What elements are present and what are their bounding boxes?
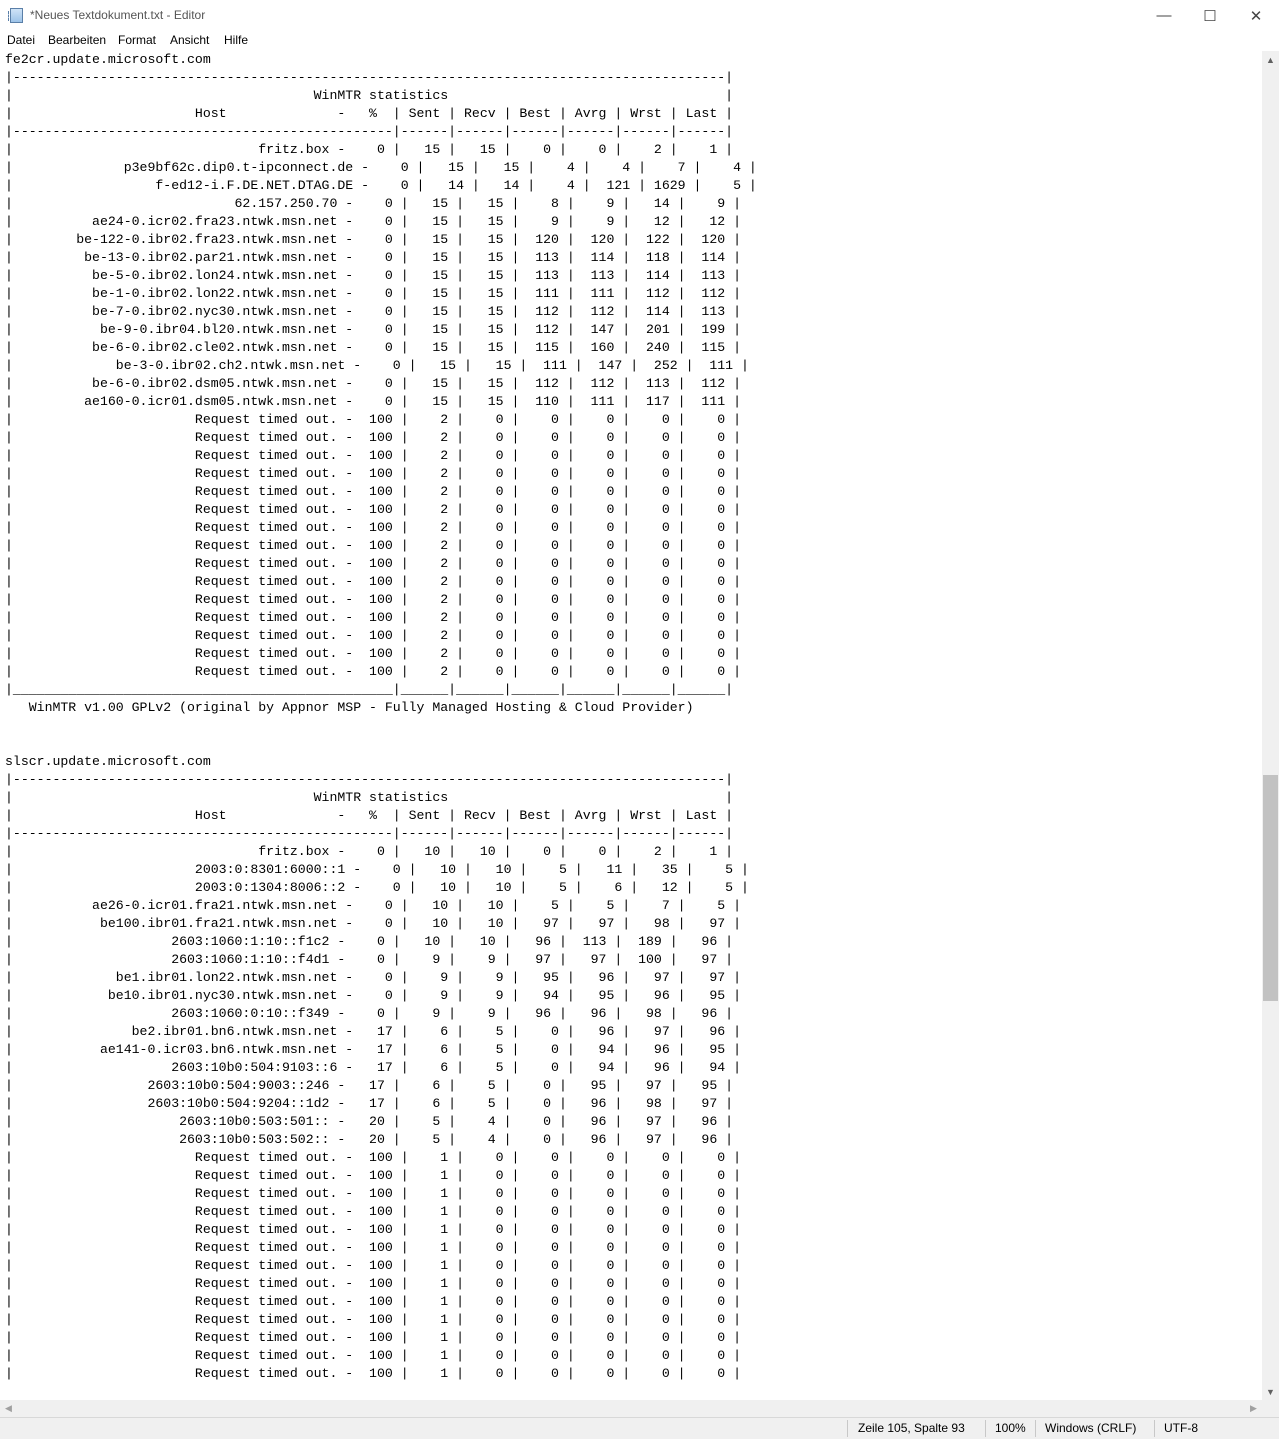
status-bar [0,1417,1279,1439]
menu-view[interactable]: Ansicht [170,33,210,47]
scroll-left-icon[interactable]: ◀ [5,1403,12,1413]
cursor-position: Zeile 105, Spalte 93 [858,1421,965,1435]
vertical-scroll-thumb[interactable] [1263,775,1278,1001]
scroll-down-icon[interactable]: ▼ [1266,1386,1275,1397]
status-divider [985,1420,986,1437]
close-button[interactable]: ✕ [1249,7,1263,25]
notepad-icon [10,8,23,23]
vertical-scrollbar[interactable] [1262,51,1279,1400]
scroll-up-icon[interactable]: ▲ [1266,54,1275,65]
menu-edit[interactable]: Bearbeiten [48,33,107,47]
minimize-button[interactable]: — [1156,7,1172,24]
menu-bar [0,31,1279,51]
line-ending: Windows (CRLF) [1045,1421,1137,1435]
maximize-button[interactable]: ☐ [1203,7,1217,25]
menu-format[interactable]: Format [118,33,157,47]
scroll-right-icon[interactable]: ▶ [1250,1403,1257,1413]
horizontal-scrollbar[interactable] [0,1400,1262,1417]
scrollbar-corner [1262,1400,1279,1417]
status-divider [847,1420,848,1437]
text-editor[interactable] [0,51,1262,1400]
encoding: UTF-8 [1164,1421,1198,1435]
zoom-level: 100% [995,1421,1026,1435]
menu-help[interactable]: Hilfe [224,33,249,47]
window-title: *Neues Textdokument.txt - Editor [30,8,206,22]
title-bar[interactable] [0,0,1279,31]
menu-file[interactable]: Datei [7,33,36,47]
document-text[interactable]: fe2cr.update.microsoft.com |------------------------------------------------------------------------------------------| | WinMTR statistics | | Host - % | Sent | Recv | Best | Avrg | Wrst | Last | |------------------------------------------------|------|------|------|------|------|------| | fritz.box - 0 | 15 | 15 | 0 | 0 | 2 | 1 | | p3e9bf62c.dip0.t-ipconnect.de - 0 | 15 | 15 | 4 | 4 | 7 | 4 | | f-ed12-i.F.DE.NET.DTAG.DE - 0 | 14 | 14 | 4 | 121 | 1629 | 5 | | 62.157.250.70 - 0 | 15 | 15 | 8 | 9 | 14 | 9 | | ae24-0.icr02.fra23.ntwk.msn.net - 0 | 15 | 15 | 9 | 9 | 12 | 12 | | be-122-0.ibr02.fra23.ntwk.msn.net - 0 | 15 | 15 | 120 | 120 | 122 | 120 | | be-13-0.ibr02.par21.ntwk.msn.net - 0 | 15 | 15 | 113 | 114 | 118 | 114 | | be-5-0.ibr02.lon24.ntwk.msn.net - 0 | 15 | 15 | 113 | 113 | 114 | 113 | | be-1-0.ibr02.lon22.ntwk.msn.net - 0 | 15 | 15 | 111 | 111 | 112 | 112 | | be-7-0.ibr02.nyc30.ntwk.msn.net - 0 | 15 | 15 | 112 | 112 | 114 | 113 | | be-9-0.ibr04.bl20.ntwk.msn.net - 0 | 15 | 15 | 112 | 147 | 201 | 199 | | be-6-0.ibr02.cle02.ntwk.msn.net - 0 | 15 | 15 | 115 | 160 | 240 | 115 | | be-3-0.ibr02.ch2.ntwk.msn.net - 0 | 15 | 15 | 111 | 147 | 252 | 111 | | be-6-0.ibr02.dsm05.ntwk.msn.net - 0 | 15 | 15 | 112 | 112 | 113 | 112 | | ae160-0.icr01.dsm05.ntwk.msn.net - 0 | 15 | 15 | 110 | 111 | 117 | 111 | | Request timed out. - 100 | 2 | 0 | 0 | 0 | 0 | 0 | | Request timed out. - 100 | 2 | 0 | 0 | 0 | 0 | 0 | | Request timed out. - 100 | 2 | 0 | 0 | 0 | 0 | 0 | | Request timed out. - 100 | 2 | 0 | 0 | 0 | 0 | 0 | | Request timed out. - 100 | 2 | 0 | 0 | 0 | 0 | 0 | | Request timed out. - 100 | 2 | 0 | 0 | 0 | 0 | 0 | | Request timed out. - 100 | 2 | 0 | 0 | 0 | 0 | 0 | | Request timed out. - 100 | 2 | 0 | 0 | 0 | 0 | 0 | | Request timed out. - 100 | 2 | 0 | 0 | 0 | 0 | 0 | | Request timed out. - 100 | 2 | 0 | 0 | 0 | 0 | 0 | | Request timed out. - 100 | 2 | 0 | 0 | 0 | 0 | 0 | | Request timed out. - 100 | 2 | 0 | 0 | 0 | 0 | 0 | | Request timed out. - 100 | 2 | 0 | 0 | 0 | 0 | 0 | | Request timed out. - 100 | 2 | 0 | 0 | 0 | 0 | 0 | | Request timed out. - 100 | 2 | 0 | 0 | 0 | 0 | 0 | |________________________________________________|______|______|______|______|______|______| WinMTR v1.00 GPLv2 (original by Appnor MSP - Fully Managed Hosting & Cloud Provider) slscr.update.microsoft.com |------------------------------------------------------------------------------------------| | WinMTR statistics | | Host - % | Sent | Recv | Best | Avrg | Wrst | Last | |------------------------------------------------|------|------|------|------|------|------| | fritz.box - 0 | 10 | 10 | 0 | 0 | 2 | 1 | | 2003:0:8301:6000::1 - 0 | 10 | 10 | 5 | 11 | 35 | 5 | | 2003:0:1304:8006::2 - 0 | 10 | 10 | 5 | 6 | 12 | 5 | | ae26-0.icr01.fra21.ntwk.msn.net - 0 | 10 | 10 | 5 | 5 | 7 | 5 | | be100.ibr01.fra21.ntwk.msn.net - 0 | 10 | 10 | 97 | 97 | 98 | 97 | | 2603:1060:1:10::f1c2 - 0 | 10 | 10 | 96 | 113 | 189 | 96 | | 2603:1060:1:10::f4d1 - 0 | 9 | 9 | 97 | 97 | 100 | 97 | | be1.ibr01.lon22.ntwk.msn.net - 0 | 9 | 9 | 95 | 96 | 97 | 97 | | be10.ibr01.nyc30.ntwk.msn.net - 0 | 9 | 9 | 94 | 95 | 96 | 95 | | 2603:1060:0:10::f349 - 0 | 9 | 9 | 96 | 96 | 98 | 96 | | be2.ibr01.bn6.ntwk.msn.net - 17 | 6 | 5 | 0 | 96 | 97 | 96 | | ae141-0.icr03.bn6.ntwk.msn.net - 17 | 6 | 5 | 0 | 94 | 96 | 95 | | 2603:10b0:504:9103::6 - 17 | 6 | 5 | 0 | 94 | 96 | 94 | | 2603:10b0:504:9003::246 - 17 | 6 | 5 | 0 | 95 | 97 | 95 | | 2603:10b0:504:9204::1d2 - 17 | 6 | 5 | 0 | 96 | 98 | 97 | | 2603:10b0:503:501:: - 20 | 5 | 4 | 0 | 96 | 97 | 96 | | 2603:10b0:503:502:: - 20 | 5 | 4 | 0 | 96 | 97 | 96 | | Request timed out. - 100 | 1 | 0 | 0 | 0 | 0 | 0 | | Request timed out. - 100 | 1 | 0 | 0 | 0 | 0 | 0 | | Request timed out. - 100 | 1 | 0 | 0 | 0 | 0 | 0 | | Request timed out. - 100 | 1 | 0 | 0 | 0 | 0 | 0 | | Request timed out. - 100 | 1 | 0 | 0 | 0 | 0 | 0 | | Request timed out. - 100 | 1 | 0 | 0 | 0 | 0 | 0 | | Request timed out. - 100 | 1 | 0 | 0 | 0 | 0 | 0 | | Request timed out. - 100 | 1 | 0 | 0 | 0 | 0 | 0 | | Request timed out. - 100 | 1 | 0 | 0 | 0 | 0 | 0 | | Request timed out. - 100 | 1 | 0 | 0 | 0 | 0 | 0 | | Request timed out. - 100 | 1 | 0 | 0 | 0 | 0 | 0 | | Request timed out. - 100 | 1 | 0 | 0 | 0 | 0 | 0 | | Request timed out. - 100 | 1 | 0 | 0 | 0 | 0 | 0 | [5,52,757,1381]
status-divider [1035,1420,1036,1437]
status-divider [1154,1420,1155,1437]
